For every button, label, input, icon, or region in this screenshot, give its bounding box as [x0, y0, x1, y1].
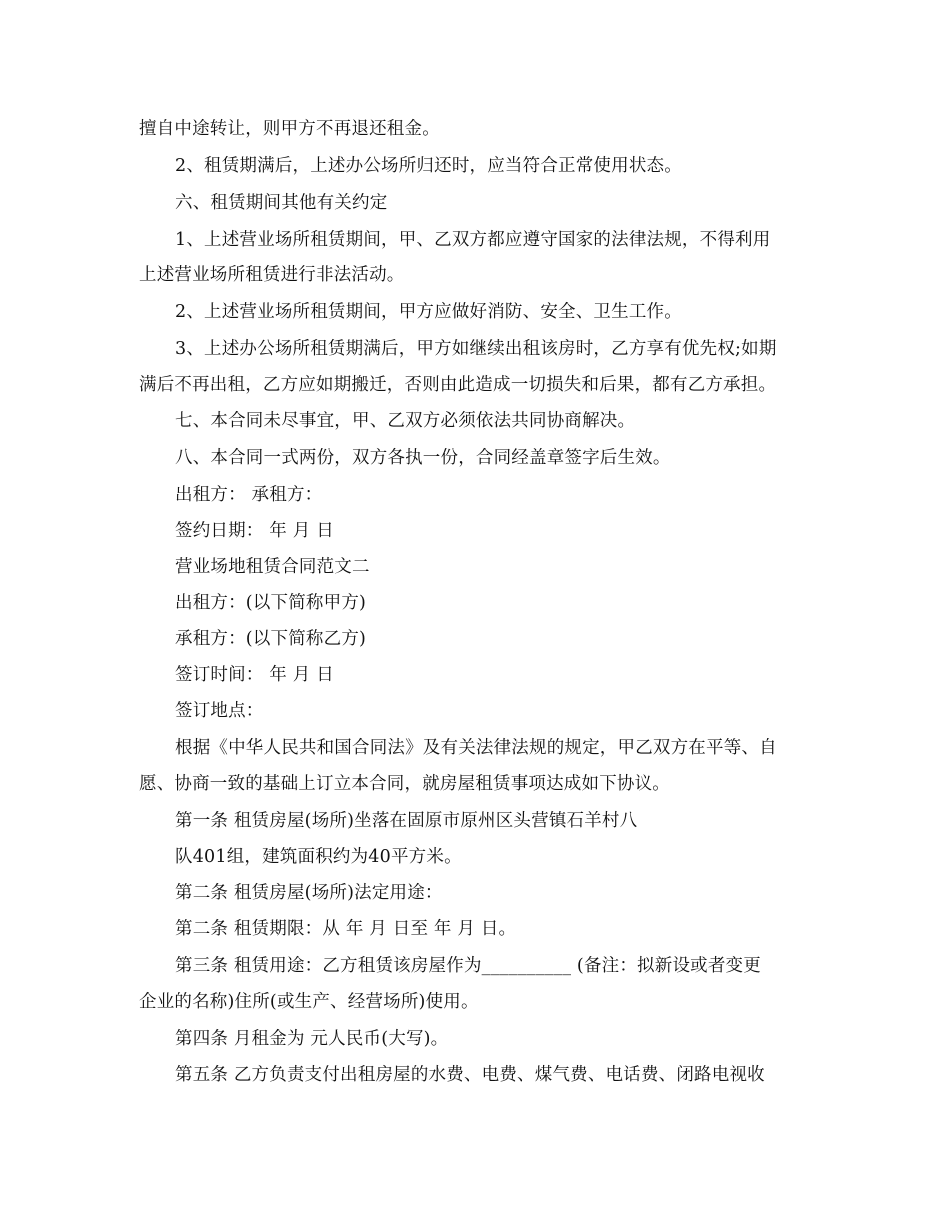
text-line: 企业的名称)住所(或生产、经营场所)使用。: [139, 992, 479, 1012]
section-heading: 八、本合同一式两份，双方各执一份，合同经盖章签字后生效。: [175, 448, 671, 468]
article-line: 第五条 乙方负责支付出租房屋的水费、电费、煤气费、电话费、闭路电视收: [175, 1065, 765, 1085]
text-line: 擅自中途转让，则甲方不再退还租金。: [139, 119, 440, 139]
article-line: 第一条 租赁房屋(场所)坐落在固原市原州区头营镇石羊村八: [175, 811, 638, 831]
text-line: 1、上述营业场所租赁期间，甲、乙双方都应遵守国家的法律法规，不得利用: [175, 230, 771, 250]
lessor-line: 出租方：(以下简称甲方): [175, 593, 367, 613]
article-line: 第四条 月租金为 元人民币(大写)。: [175, 1029, 449, 1049]
text-line: 愿、协商一致的基础上订立本合同，就房屋租赁事项达成如下协议。: [139, 774, 670, 794]
text-line: 2、上述营业场所租赁期间，甲方应做好消防、安全、卫生工作。: [175, 302, 682, 322]
article-line: 第二条 租赁房屋(场所)法定用途：: [175, 883, 443, 903]
article-line: 第三条 租赁用途：乙方租赁该房屋作为__________ (备注：拟新设或者变更: [175, 956, 761, 976]
text-line: 根据《中华人民共和国合同法》及有关法律法规的规定，甲乙双方在平等、自: [175, 738, 777, 758]
section-heading: 六、租赁期间其他有关约定: [175, 193, 388, 213]
document-title: 营业场地租赁合同范文二: [175, 557, 370, 577]
section-heading: 七、本合同未尽事宜，甲、乙双方必须依法共同协商解决。: [175, 411, 636, 431]
signing-time: 签订时间： 年 月 日: [175, 665, 334, 685]
signing-date: 签约日期： 年 月 日: [175, 521, 334, 541]
text-line: 队401组，建筑面积约为40平方米。: [175, 847, 462, 867]
article-line: 第二条 租赁期限：从 年 月 日至 年 月 日。: [175, 919, 517, 939]
lessee-line: 承租方：(以下简称乙方): [175, 629, 367, 649]
signing-place: 签订地点：: [175, 701, 264, 721]
text-line: 满后不再出租，乙方应如期搬迁，否则由此造成一切损失和后果，都有乙方承担。: [139, 375, 777, 395]
text-line: 3、上述办公场所租赁期满后，甲方如继续出租该房时，乙方享有优先权;如期: [175, 339, 777, 359]
text-line: 2、租赁期满后，上述办公场所归还时，应当符合正常使用状态。: [175, 156, 682, 176]
text-line: 上述营业场所租赁进行非法活动。: [139, 265, 405, 285]
signature-parties: 出租方： 承租方：: [175, 485, 323, 505]
